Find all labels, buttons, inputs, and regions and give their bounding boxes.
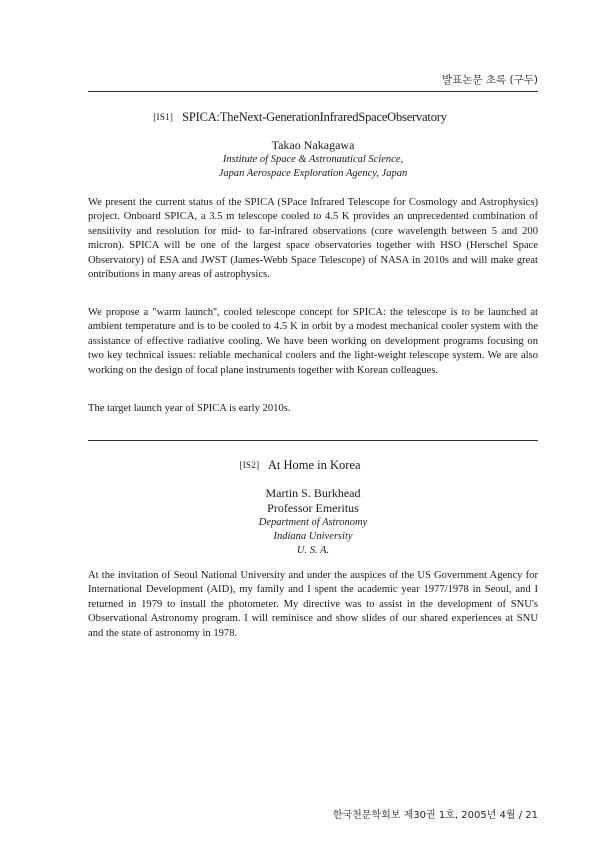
abstract-1-affiliation-line-2: Japan Aerospace Exploration Agency, Japan [218,168,408,179]
abstract-2-code: [IS2] [239,460,260,470]
abstract-1-paragraph-3: The target launch year of SPICA is early 2010s. [88,403,291,414]
header-rule [88,91,538,92]
abstract-2-author-title: Professor Emeritus [267,501,359,515]
abstract-1-author: Takao Nakagawa [271,138,355,152]
abstract-2-title: At Home in Korea [267,458,361,472]
abstract-2-affiliation-line-1: Department of Astronomy [258,517,368,528]
abstract-2-title-line [0,458,600,473]
abstract-1-title: SPICA:TheNext-GenerationInfraredSpaceObservatory [182,110,447,124]
abstract-1-code: [IS1] [153,112,174,122]
abstract-2-author: Martin S. Burkhead [265,486,361,500]
running-header: 발표논문 초록 (구두) [441,74,538,86]
abstract-1-title-line [0,110,600,125]
abstract-1-paragraph-1: We present the current status of the SPICA (SPace Infrared Telescope for Cosmology and Astrophysics) project. Onboard SPICA, a 3.5 m telescope cooled to 4.5 K provides an unprecedented combination of sensitivity and resolution for mid- to far-infrared observations (core wavelength between 5 and 200 micron). SPICA will be one of the largest space observatories together with HSO (Herschel Space Observatory) of ESA and JWST (James-Webb Space Telescope) of NASA in 2010s and will make great ontributions in many areas of astrophysics. [88,197,538,281]
abstract-1-affiliation-line-1: Institute of Space & Astronautical Science, [222,154,404,165]
section-divider [88,440,538,441]
abstract-2-affiliation-line-3: U. S. A. [296,545,330,556]
abstract-2-paragraph-1: At the invitation of Seoul National University and under the auspices of the US Government Agency for International Development (AID), my family and I spent the academic year 1977/1978 in Seoul, and I returned in 1979 to install the photometer. My directive was to assist in the development of SNU's Observational Astronomy program. I will reminisce and show slides of our shared experiences at SNU and the state of astronomy in 1978. [88,570,538,639]
abstract-2-affiliation-line-2: Indiana University [273,531,353,542]
page-footer: 한국천문학회보 제30권 1호, 2005년 4월 / 21 [332,810,538,821]
abstract-1-paragraph-2: We propose a "warm launch'', cooled telescope concept for SPICA: the telescope is to be launched at ambient temperature and is to be cooled to 4.5 K in orbit by a modest mechanical cooler system with the assistance of effective radiative cooling. We have been working on development programs focusing on two key technical issues: reliable mechanical coolers and the light-weight telescope system. We are also working on the design of focal plane instruments together with Korean colleagues. [88,307,538,376]
